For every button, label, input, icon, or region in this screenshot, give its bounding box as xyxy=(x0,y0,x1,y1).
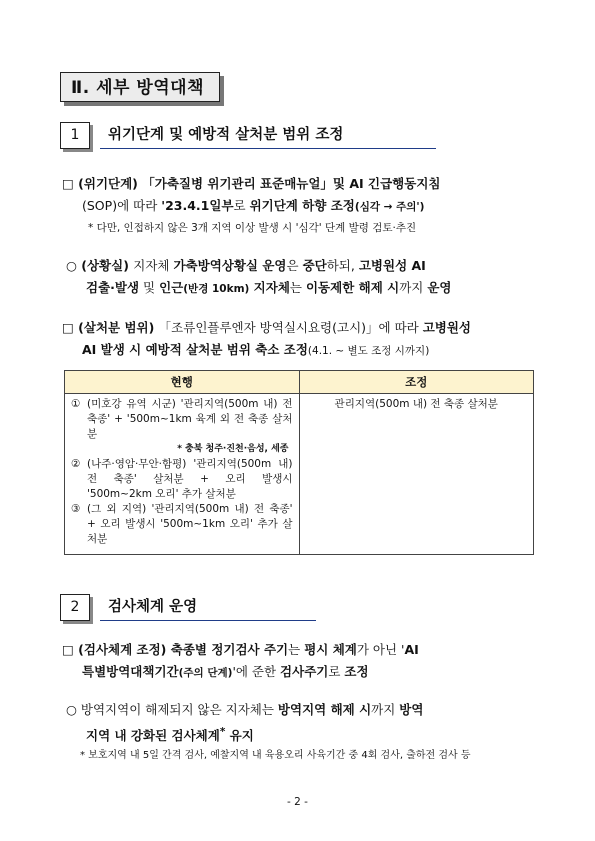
list-item xyxy=(71,502,293,547)
text: (주의 단계) xyxy=(178,667,233,679)
text: 평시 체계 xyxy=(304,642,357,657)
text: 인근 xyxy=(159,280,184,295)
text: AI xyxy=(404,642,419,657)
circle-bullet: ○ xyxy=(66,702,77,717)
item-text: (그 외 지역) '관리지역(500m 내) 전 축종' + 오리 발생시 '500m~1km 오리' 추가 살처분 xyxy=(87,503,293,545)
item-number: ① xyxy=(71,398,81,410)
list-item xyxy=(71,457,293,502)
text: (살처분 범위) xyxy=(73,320,159,335)
text: (상황실) xyxy=(76,258,134,273)
sec1-p1-line1 xyxy=(62,174,440,194)
sec1-p2-line1 xyxy=(66,256,426,276)
chapter-title: Ⅱ. 세부 방역대책 xyxy=(60,72,220,102)
text: 지역 내 강화된 검사체계 xyxy=(86,728,220,744)
table-header-current: 현행 xyxy=(65,371,300,394)
text: 는 xyxy=(288,642,305,657)
item-number: ③ xyxy=(71,503,81,515)
text: 방역 xyxy=(399,702,424,717)
sec1-p2-line2 xyxy=(86,278,451,299)
sec2-p1-line1 xyxy=(62,640,419,660)
square-bullet: □ xyxy=(62,320,74,335)
text: 로 xyxy=(328,664,345,679)
page-number: - 2 - xyxy=(287,796,308,808)
section-2-underline xyxy=(100,620,316,621)
text: 유지 xyxy=(225,728,254,744)
text: 운영 xyxy=(427,280,452,295)
text: '에 준한 xyxy=(232,664,281,679)
text: (4.1. ~ 별도 조정 시까지) xyxy=(307,345,430,357)
text: (심각 → 주의') xyxy=(354,201,425,213)
text: 지자체 xyxy=(133,258,174,273)
text: 가축방역상황실 운영 xyxy=(173,258,287,273)
text: (반경 10km) xyxy=(183,283,250,295)
text: 까지 xyxy=(371,702,400,717)
text: 중단 xyxy=(302,258,327,273)
text: 는 xyxy=(289,280,306,295)
text: AI 발생 시 예방적 살처분 범위 축소 조정 xyxy=(82,342,308,357)
item-text: (미호강 유역 시군) '관리지역(500m 내) 전 축종' + '500m~1km 육계 외 전 축종 살처분 xyxy=(87,398,293,440)
text: 고병원성 AI xyxy=(358,258,426,273)
text: 지자체 xyxy=(249,280,290,295)
table-header-adjusted: 조정 xyxy=(299,371,534,394)
text: 이동제한 해제 시 xyxy=(305,280,400,295)
section-1-underline xyxy=(100,148,436,149)
item-note: * 충북 청주·진천·음성, 세종 xyxy=(177,444,289,454)
footnote-marker: * xyxy=(219,726,226,738)
sec1-p1-text: (위기단계) 「가축질병 위기관리 표준매뉴얼」및 AI 긴급행동지침 xyxy=(73,176,441,191)
text: 검출·발생 xyxy=(86,280,140,295)
comparison-table xyxy=(64,370,534,555)
text: 가 아닌 ' xyxy=(356,642,405,657)
sec2-p2-note: * 보호지역 내 5일 간격 검사, 예찰지역 내 육용오리 사육기간 중 4회 검사, 출하전 검사 등 xyxy=(80,750,471,761)
circle-bullet: ○ xyxy=(66,258,77,273)
text: 은 xyxy=(286,258,303,273)
text: 축종별 정기검사 주기 xyxy=(170,642,289,657)
text: 방역지역 해제 시 xyxy=(277,702,372,717)
sec1-p3-line1 xyxy=(62,318,471,338)
sec1-p1-line2 xyxy=(82,196,424,217)
text: 검사주기 xyxy=(280,664,329,679)
sec1-p1-note: * 다만, 인접하지 않은 3개 지역 이상 발생 시 '심각' 단계 발령 검토·추진 xyxy=(88,222,417,234)
text: 방역지역이 해제되지 않은 지자체는 xyxy=(76,702,278,717)
text: 「조류인플루엔자 방역실시요령(고시)」에 따라 xyxy=(158,320,423,335)
table-cell-current xyxy=(65,394,300,555)
text: 특별방역대책기간 xyxy=(82,664,179,679)
text: 까지 xyxy=(399,280,428,295)
text: 고병원성 xyxy=(422,320,472,335)
sec2-p1-line2 xyxy=(82,662,369,683)
text: '23.4.1일부 xyxy=(161,198,234,213)
item-number: ② xyxy=(71,458,81,470)
list-item xyxy=(71,397,293,442)
sec2-p2-line2 xyxy=(86,722,254,746)
item-text: (나주·영암·무안·함평) '관리지역(500m 내) 전 축종' 살처분 + 오리 발생시 '500m~2km 오리' 추가 살처분 xyxy=(87,458,293,500)
text: 하되, xyxy=(326,258,359,273)
section-2-number: 2 xyxy=(60,594,90,621)
sec2-p2-line1 xyxy=(66,700,423,720)
text: 위기단계 하향 조정 xyxy=(249,198,355,213)
section-1-number: 1 xyxy=(60,122,90,149)
text: (검사체계 조정) xyxy=(73,642,171,657)
text: 조정 xyxy=(344,664,369,679)
text: 및 xyxy=(139,280,160,295)
section-1-title: 위기단계 및 예방적 살처분 범위 조정 xyxy=(108,127,344,143)
table-cell-adjusted: 관리지역(500m 내) 전 축종 살처분 xyxy=(299,394,534,555)
sec1-p3-line2 xyxy=(82,340,429,361)
text: 로 xyxy=(233,198,250,213)
text: (SOP)에 따라 xyxy=(82,198,162,213)
square-bullet: □ xyxy=(62,176,74,191)
section-2-title: 검사체계 운영 xyxy=(108,599,198,615)
square-bullet: □ xyxy=(62,642,74,657)
